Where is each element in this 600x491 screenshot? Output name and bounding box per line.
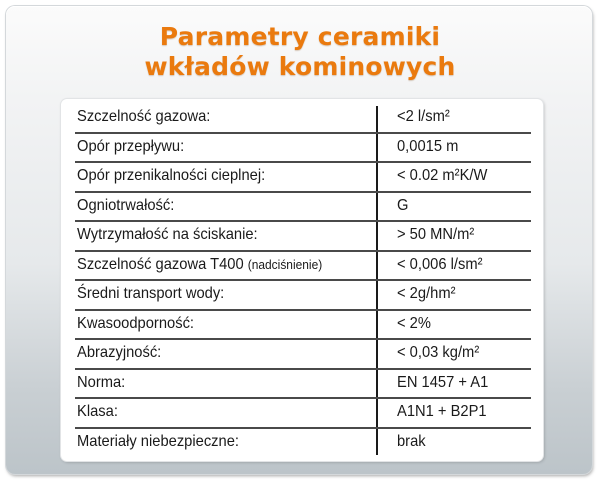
row-value: < 2% (397, 314, 431, 332)
row-value: EN 1457 + A1 (397, 373, 489, 391)
table-row (75, 370, 531, 400)
table-row (75, 311, 531, 341)
row-label: Ogniotrwałość: (77, 196, 175, 214)
table-row (75, 429, 531, 459)
row-label: Norma: (77, 373, 126, 391)
table-row (75, 222, 531, 252)
row-value: <2 l/sm² (397, 108, 450, 125)
title-line-2: wkładów kominowych (144, 52, 456, 81)
row-value: > 50 MN/m² (397, 226, 475, 243)
table-row (75, 340, 531, 370)
table-row (75, 134, 531, 164)
row-label: Klasa: (77, 403, 118, 420)
row-value: < 2g/hm² (397, 285, 456, 302)
row-label-note: (nadciśnienie) (247, 256, 323, 272)
table-row (75, 399, 531, 429)
row-value: brak (397, 432, 426, 450)
table-row (75, 104, 531, 134)
row-label: Średni transport wody: (77, 285, 225, 302)
table-row (75, 163, 531, 193)
row-value: G (397, 196, 409, 214)
row-value: < 0,006 l/sm² (397, 255, 483, 273)
row-value: A1N1 + B2P1 (397, 403, 487, 420)
table-rows (75, 104, 531, 458)
row-label: Szczelność gazowa: (77, 108, 211, 125)
table-row (75, 281, 531, 311)
row-label: Opór przepływu: (77, 137, 185, 155)
page-title (0, 22, 600, 82)
row-value: < 0,03 kg/m² (397, 344, 480, 361)
row-label: Materiały niebezpieczne: (77, 432, 240, 450)
row-label: Opór przenikalności cieplnej: (77, 167, 266, 184)
title-line-1: Parametry ceramiki (159, 22, 441, 51)
row-label: Wytrzymałość na ściskanie: (77, 226, 258, 243)
row-label: Kwasoodporność: (77, 314, 195, 332)
row-label: Abrazyjność: (77, 344, 162, 361)
table-row (75, 252, 531, 282)
row-value: < 0.02 m²K/W (397, 167, 488, 184)
table-row (75, 193, 531, 223)
row-value: 0,0015 m (397, 137, 459, 155)
row-label: Szczelność gazowa T400 (nadciśnienie) (77, 255, 323, 273)
parameters-table (61, 99, 543, 461)
